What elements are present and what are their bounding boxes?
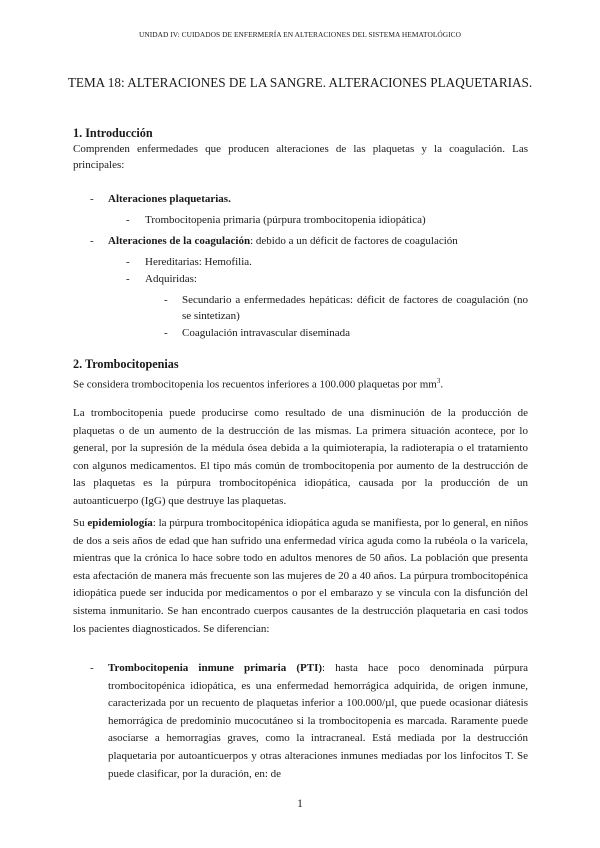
- pti-description: : hasta hace poco denominada púrpura trombocitopénica idiopática, es una enfermedad hemorrágica adquirida, de origen inmune, caracterizada por un recuento de plaquetas inferior a 100.000/µl, que puede ocasionar diátesis hemorrágica de predominio mucocutáneo si la trombocitopenia es marcada. Raramente puede asociarse a hemorragias graves, como la intracraneal. Está mediada por la destrucción plaquetaria por autoanticuerpos y otras alteraciones inmunes mediadas por los linfocitos T. Se puede clasificar, por la duración, en: de: [108, 662, 528, 780]
- list-item-alteraciones-coagulacion: [108, 233, 458, 249]
- bullet-dash: -: [90, 193, 94, 205]
- paragraph-epidemiology: [73, 515, 528, 638]
- section-2-heading: 2. Trombocitopenias: [73, 357, 179, 371]
- pti-label: Trombocitopenia inmune primaria (PTI): [108, 662, 323, 674]
- list-subitem-hereditarias: Hereditarias: Hemofilia.: [145, 256, 252, 268]
- section-1-intro: Comprenden enfermedades que producen alteraciones de las plaquetas y la coagulación. Las principales:: [73, 143, 528, 171]
- list-subitem-adquiridas: Adquiridas:: [145, 273, 197, 285]
- definition-end: .: [440, 378, 444, 391]
- page-title: TEMA 18: ALTERACIONES DE LA SANGRE. ALTERACIONES PLAQUETARIAS.: [67, 75, 533, 90]
- list-subitem-trombocitopenia-primaria: Trombocitopenia primaria (púrpura trombocitopenia idiopática): [145, 214, 426, 226]
- definition-superscript: 3: [436, 377, 441, 385]
- section-1-heading: 1. Introducción: [73, 126, 153, 140]
- epidemiology-label: epidemiología: [87, 517, 153, 529]
- list-item-alteraciones-plaquetarias: Alteraciones plaquetarias.: [108, 193, 231, 205]
- definition-text: Se considera trombocitopenia los recuentos inferiores a 100.000 plaquetas por mm: [73, 378, 437, 391]
- section-2-definition: [73, 373, 528, 393]
- list-item-bold-label: Alteraciones de la coagulación: [108, 235, 251, 247]
- list-subsubitem-hepaticas: Secundario a enfermedades hepáticas: déficit de factores de coagulación (no se sintetizan): [182, 294, 528, 322]
- bullet-dash: -: [90, 662, 94, 674]
- list-item-description: : debido a un déficit de factores de coagulación: [250, 235, 458, 247]
- list-subsubitem-cid: Coagulación intravascular diseminada: [182, 327, 350, 339]
- epidemiology-text: : la púrpura trombocitopénica idiopática aguda se manifiesta, por lo general, en niños de dos a seis años de edad que han sufrido una enfermedad vírica aguda como la rubéola o la varicela, mientras que la crónica lo hace sobre todo en adultos menores de 50 años. La población que presenta esta afectación de manera más frecuente son las mujeres de 20 a 40 años. La púrpura trombocitopénica idiopática puede ser inducida por medicamentos o por el embarazo y se vincula con la disfunción del sistema inmunitario. Se han encontrado cuerpos causantes de la destrucción plaquetaria en casi todos los pacientes diagnosticados. Se diferencian:: [73, 517, 528, 635]
- bullet-dash: -: [90, 235, 94, 247]
- paragraph-causes: La trombocitopenia puede producirse como resultado de una disminución de la producción de plaquetas o de un aumento de la destrucción de las mismas. La primera situación acontece, por lo general, por la supresión de la médula ósea debida a la quimioterapia, la radioterapia o el tratamiento con algunos medicamentos. El tipo más común de trombocitopenia por aumento de la destrucción de las plaquetas es la púrpura trombocitopénica idiopática, causada por la producción de un autoanticuerpo (IgG) que destruye las plaquetas.: [73, 407, 528, 507]
- running-header: UNIDAD IV: CUIDADOS DE ENFERMERÍA EN ALTERACIONES DEL SISTEMA HEMATOLÓGICO: [138, 30, 462, 39]
- epidemiology-intro: Su: [73, 517, 88, 529]
- list-item-pti: [108, 660, 528, 783]
- bullet-dash: -: [126, 256, 130, 268]
- bullet-dash: -: [126, 273, 130, 285]
- bullet-dash: -: [164, 327, 168, 339]
- page-number: 1: [297, 798, 303, 810]
- bullet-dash: -: [126, 214, 130, 226]
- bullet-dash: -: [164, 294, 168, 306]
